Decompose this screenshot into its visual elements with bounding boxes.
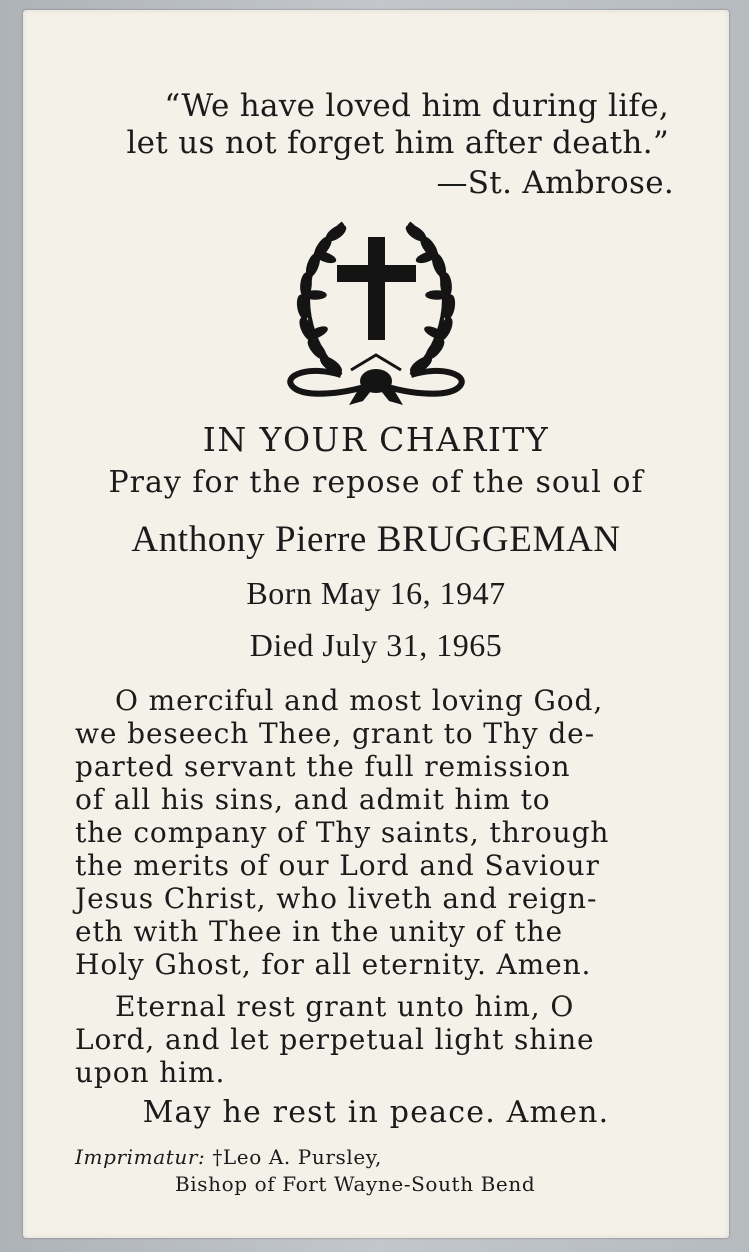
prayer-line: parted servant the full remission <box>75 750 571 783</box>
prayer-line: the company of Thy saints, through <box>75 816 610 849</box>
prayer-line: Jesus Christ, who liveth and reign- <box>75 882 598 915</box>
imprimatur-signatory: †Leo A. Pursley, <box>212 1145 382 1169</box>
heading: IN YOUR CHARITY <box>202 420 550 459</box>
rest-prayer-line: Lord, and let perpetual light shine <box>75 1023 595 1056</box>
rest-prayer-paragraph <box>75 990 671 1089</box>
prayer-line: the merits of our Lord and Saviour <box>75 849 600 882</box>
subheading: Pray for the repose of the soul of <box>108 465 644 500</box>
quote-line: “We have loved him during life, <box>164 88 669 124</box>
imprimatur-block <box>75 1144 535 1198</box>
prayer-line: we beseech Thee, grant to Thy de- <box>75 717 595 750</box>
cross-wreath-icon <box>281 215 471 410</box>
prayer-line: Holy Ghost, for all eternity. Amen. <box>75 948 592 981</box>
closing-line: May he rest in peace. Amen. <box>142 1095 610 1130</box>
death-date: Died July 31, 1965 <box>249 627 503 663</box>
rest-prayer-line: upon him. <box>75 1056 226 1089</box>
quote-line: let us not forget him after death.” <box>126 125 669 161</box>
birth-date: Born May 16, 1947 <box>246 575 506 611</box>
rest-prayer-line: Eternal rest grant unto him, O <box>115 990 575 1023</box>
deceased-name: Anthony Pierre BRUGGEMAN <box>131 519 621 560</box>
memorial-card <box>23 10 729 1238</box>
prayer-paragraph <box>75 684 671 981</box>
quote-attribution: —St. Ambrose. <box>436 165 674 201</box>
prayer-line: O merciful and most loving God, <box>115 684 604 717</box>
imprimatur-label: Imprimatur: <box>75 1145 206 1169</box>
quote-block <box>126 88 669 162</box>
imprimatur-title: Bishop of Fort Wayne-South Bend <box>175 1172 536 1196</box>
prayer-line: eth with Thee in the unity of the <box>75 915 563 948</box>
prayer-line: of all his sins, and admit him to <box>75 783 551 816</box>
